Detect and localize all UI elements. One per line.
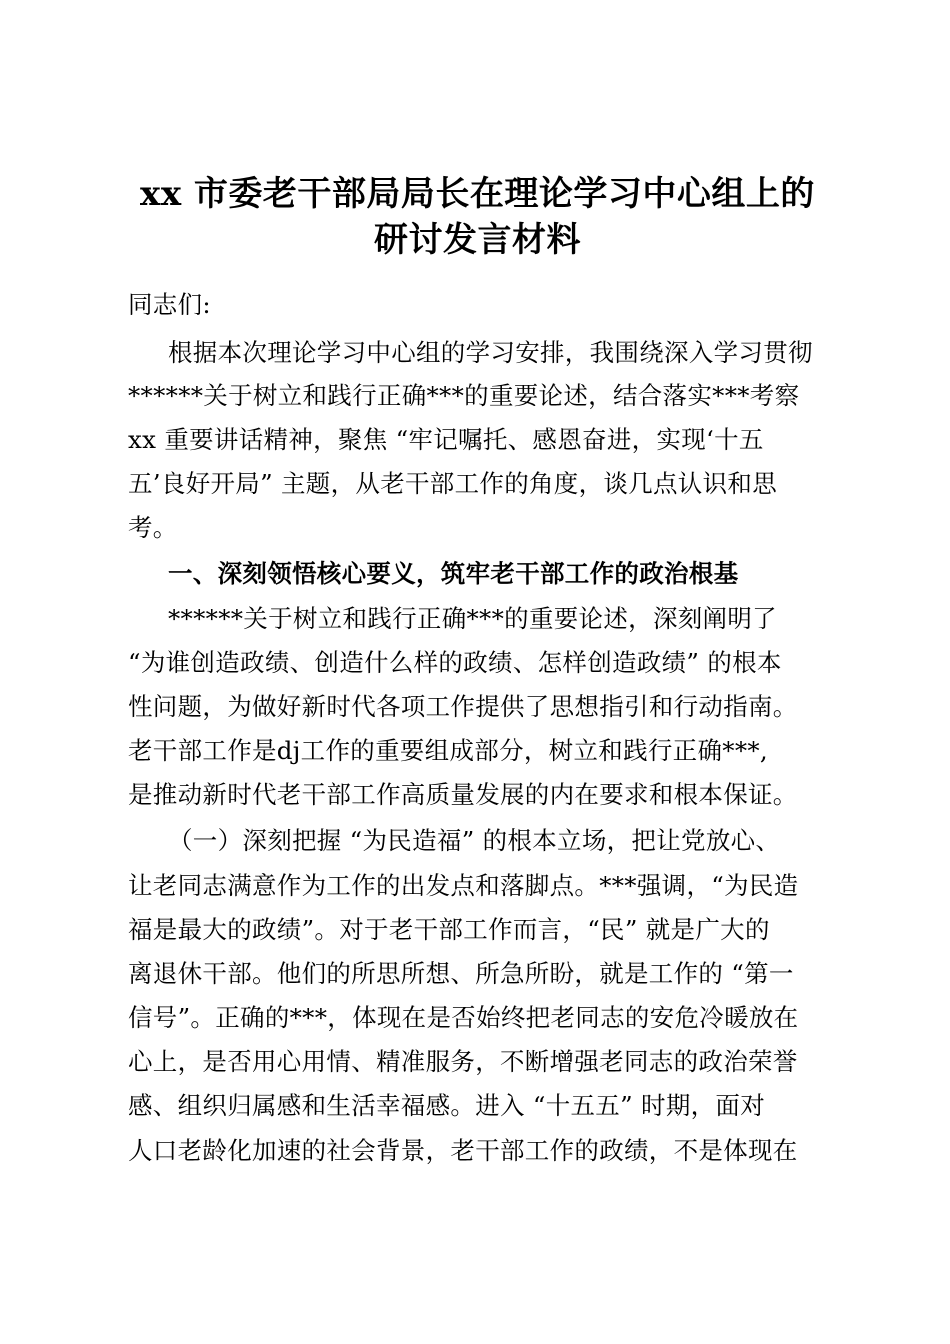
section-heading: 一、深刻领悟核心要义，筑牢老干部工作的政治根基 xyxy=(168,559,739,588)
paragraph-line: 心上，是否用心用情、精准服务，不断增强老同志的政治荣誉 xyxy=(128,1047,798,1076)
paragraph-line: ******关于树立和践行正确***的重要论述，深刻阐明了 xyxy=(168,604,777,633)
document-title-line-1: xx 市委老干部局局长在理论学习中心组上的 xyxy=(140,174,815,214)
paragraph-line: ******关于树立和践行正确***的重要论述，结合落实***考察 xyxy=(128,381,800,410)
paragraph-line: 让老同志满意作为工作的出发点和落脚点。***强调，“为民造 xyxy=(128,871,799,900)
document-title-line-2: 研讨发言材料 xyxy=(374,220,581,260)
paragraph-line: 老干部工作是dj工作的重要组成部分，树立和践行正确***, xyxy=(128,736,769,765)
paragraph-line: 人口老龄化加速的社会背景，老干部工作的政绩，不是体现在 xyxy=(128,1136,798,1165)
salutation: 同志们: xyxy=(128,290,211,319)
paragraph-line: 性问题，为做好新时代各项工作提供了思想指引和行动指南。 xyxy=(128,692,798,721)
paragraph-line: “为谁创造政绩、创造什么样的政绩、怎样创造政绩” 的根本 xyxy=(128,648,782,677)
paragraph-line: 考。 xyxy=(128,513,178,542)
paragraph-line: 根据本次理论学习中心组的学习安排，我围绕深入学习贯彻 xyxy=(168,338,813,367)
paragraph-line: 离退休干部。他们的所思所想、所急所盼，就是工作的 “第一 xyxy=(128,959,794,988)
paragraph-line: （一）深刻把握 “为民造福” 的根本立场，把让党放心、 xyxy=(168,826,781,855)
paragraph-line: 福是最大的政绩”。对于老干部工作而言，“民” 就是广大的 xyxy=(128,915,770,944)
paragraph-line: 感、组织归属感和生活幸福感。进入 “十五五” 时期，面对 xyxy=(128,1091,766,1120)
paragraph-line: 五’良好开局” 主题，从老干部工作的角度，谈几点认识和思 xyxy=(128,469,777,498)
paragraph-line: 信号”。正确的***，体现在是否始终把老同志的安危冷暖放在 xyxy=(128,1003,799,1032)
paragraph-line: xx 重要讲话精神，聚焦 “牢记嘱托、感恩奋进，实现‘十五 xyxy=(128,425,764,454)
paragraph-line: 是推动新时代老干部工作高质量发展的内在要求和根本保证。 xyxy=(128,780,798,809)
